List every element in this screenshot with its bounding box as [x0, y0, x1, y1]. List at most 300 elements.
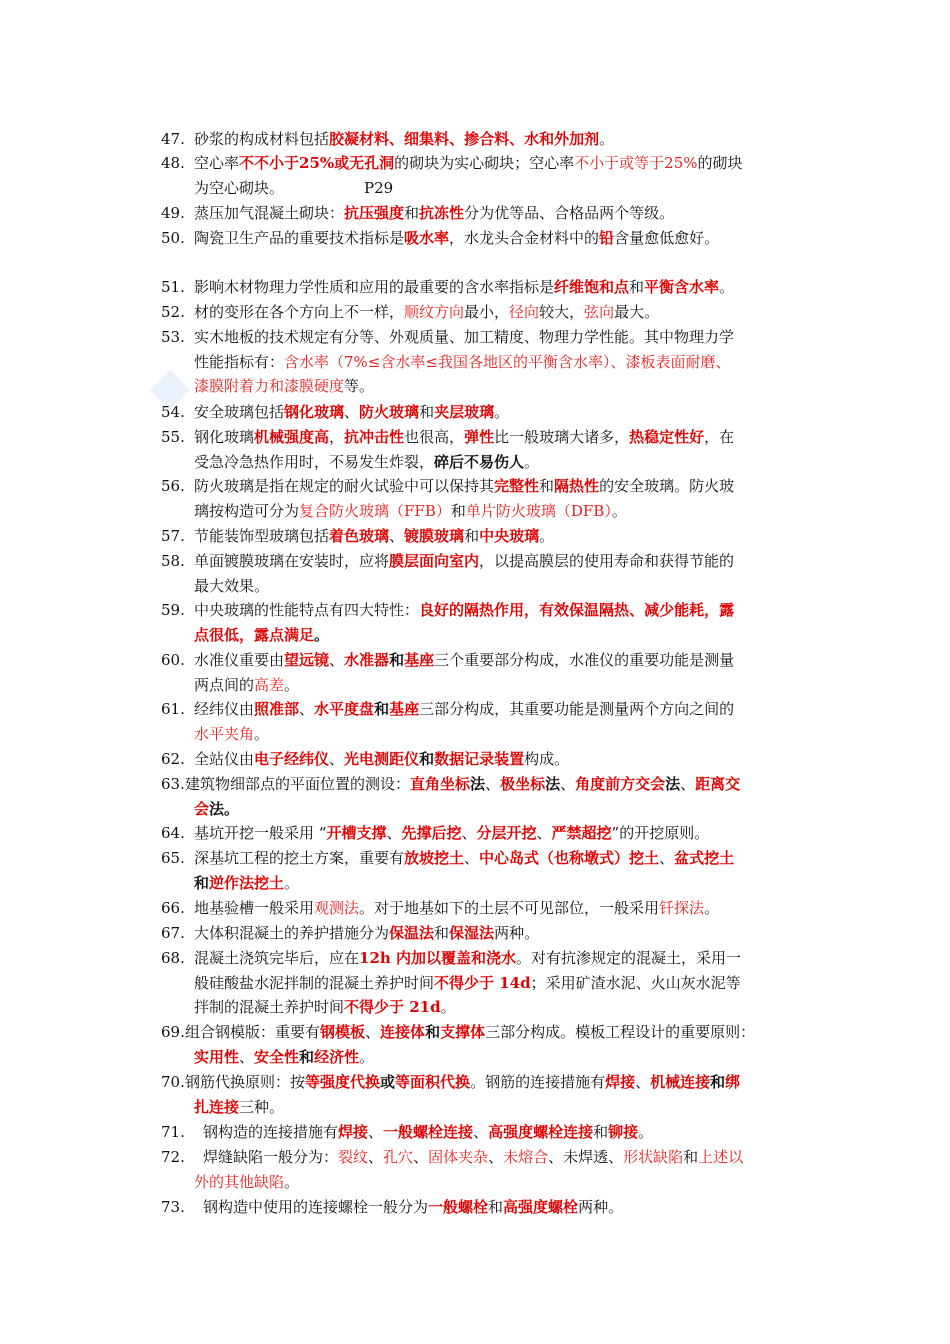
text-segment: 的砌块为实心砌块；空心率 [394, 154, 575, 172]
text-segment: 两种。 [494, 924, 540, 942]
text-segment: 法 [470, 775, 486, 793]
highlighted-term: 光电测距仪 [344, 750, 420, 768]
highlighted-term: 防火玻璃 [359, 403, 420, 421]
highlighted-term: 等面积代换 [395, 1073, 471, 1091]
text-segment: 和 [539, 477, 555, 495]
highlighted-term: 、 [629, 601, 645, 619]
item-line [161, 350, 821, 375]
list-item [161, 921, 821, 946]
item-number: 73. [161, 1198, 185, 1216]
text-segment: 也很高， [404, 428, 465, 446]
highlighted-term: 12h 内加以覆盖和浇水 [359, 949, 517, 967]
text-segment: 地基验槽一般采用 [194, 899, 315, 917]
text-segment: 的砌块 [697, 154, 743, 172]
text-segment: 安全玻璃包括 [194, 403, 285, 421]
text-segment: 混凝土浇筑完毕后，应在 [194, 949, 360, 967]
highlighted-term: 钎探法 [659, 899, 705, 917]
item-number: 71. [161, 1123, 185, 1141]
highlighted-term: 钢模板 [320, 1023, 366, 1041]
highlighted-term: 铅 [599, 229, 615, 247]
highlighted-term: 膜层面向室内 [389, 552, 480, 570]
item-line [185, 775, 740, 793]
text-segment: 和 [488, 1198, 504, 1216]
highlighted-term: 抗压强度 [344, 204, 405, 222]
highlighted-term: 不得少于 21d [344, 998, 441, 1017]
highlighted-term: 不小于或等于25% [574, 154, 698, 172]
text-segment: 、 [680, 775, 696, 793]
item-line [194, 154, 743, 172]
text-segment: 、 [368, 1148, 384, 1166]
highlighted-term: 水平夹角 [194, 724, 255, 743]
text-segment: 、 [464, 849, 480, 867]
item-line [194, 552, 734, 570]
highlighted-term: 镀膜玻璃 [404, 527, 465, 545]
text-segment: 分为优等品、合格品两个等级。 [464, 204, 675, 222]
item-line [194, 428, 734, 446]
item-line [194, 849, 734, 867]
text-segment: 。 [254, 724, 270, 743]
highlighted-term: 照准部 [254, 700, 300, 718]
item-line [194, 477, 734, 495]
text-segment: 、 [299, 700, 315, 718]
text-segment: 空心率 [194, 154, 240, 172]
text-segment: 拌制的混凝土养护时间 [194, 998, 345, 1017]
highlighted-term: 纤维饱和点 [554, 278, 630, 296]
highlighted-term: 数据记录装置 [434, 750, 525, 768]
list-item [161, 325, 821, 399]
text-segment: 经纬仪由 [194, 700, 255, 718]
list-item [161, 1145, 821, 1194]
text-segment: 、 [368, 1123, 384, 1141]
list-item [161, 524, 821, 549]
text-segment: 。 [638, 1123, 654, 1141]
highlighted-term: 不不小于25%或无孔洞 [239, 154, 395, 172]
highlighted-term: 焊接 [605, 1073, 636, 1091]
item-number: 69. [161, 1023, 185, 1041]
highlighted-term: 露点满足 [254, 625, 315, 644]
highlighted-term: 单片防火玻璃（DFB） [465, 501, 612, 520]
highlighted-term: 水和外加剂 [524, 130, 600, 148]
text-segment: 两点间的 [194, 675, 255, 694]
highlighted-term: 中央玻璃 [479, 527, 540, 545]
highlighted-term: 高强度螺栓连接 [488, 1123, 594, 1141]
highlighted-term: 胶凝材料 [329, 130, 390, 148]
highlighted-term: 实用性 [194, 1047, 240, 1066]
text-segment: 深基坑工程的挖土方案，重要有 [194, 849, 405, 867]
item-line [194, 949, 741, 967]
highlighted-term: 抗冲击性 [344, 428, 405, 446]
list-item [161, 1070, 821, 1119]
highlighted-term: 弹性 [464, 428, 495, 446]
highlighted-term: 掺合料 [464, 130, 510, 148]
item-number: 60. [161, 651, 185, 669]
text-segment: 影响木材物理力学性质和应用的最重要的含水率指标是 [194, 278, 555, 296]
highlighted-term: 逆作法挖土 [209, 873, 285, 892]
item-number: 66. [161, 899, 185, 917]
list-item [161, 549, 821, 598]
highlighted-term: 细集料 [404, 130, 450, 148]
highlighted-term: 水平度盘 [314, 700, 375, 718]
list-item [161, 474, 821, 523]
text-segment: ；采用矿渣水泥、火山灰水泥等 [530, 973, 741, 992]
highlighted-term: 开槽支撑 [326, 824, 387, 842]
text-segment: 水准仪重要由 [194, 651, 285, 669]
highlighted-term: 不得少于 14d [434, 973, 531, 992]
highlighted-term: 支撑体 [440, 1023, 486, 1041]
highlighted-term: 安全性 [254, 1047, 300, 1066]
item-line [194, 328, 734, 346]
item-line [161, 623, 821, 648]
highlighted-term: 高差 [254, 675, 285, 694]
highlighted-term: 机械连接 [650, 1073, 711, 1091]
text-segment: 焊缝缺陷一般分为： [203, 1148, 339, 1166]
list-item [161, 275, 821, 300]
highlighted-term: ， [239, 625, 255, 644]
text-segment: 最小， [464, 303, 510, 321]
list-item [161, 896, 821, 921]
list-item [161, 648, 821, 697]
text-segment: 基坑开挖一般采用 “ [194, 824, 327, 842]
text-segment: 和 [434, 924, 450, 942]
text-segment: 或 [380, 1073, 396, 1091]
item-line [161, 1095, 821, 1120]
highlighted-term: 隔热性 [554, 477, 600, 495]
text-segment: 和 [374, 700, 390, 718]
highlighted-term: 复合防火玻璃（FFB） [299, 501, 451, 520]
item-line [194, 601, 734, 619]
text-segment: ，以提高膜层的使用寿命和获得节能的 [479, 552, 735, 570]
text-segment: 和 [593, 1123, 609, 1141]
highlighted-term: 良好的隔热作用 [419, 601, 525, 619]
highlighted-term: 裂纹 [338, 1148, 369, 1166]
highlighted-term: 点很低 [194, 625, 240, 644]
text-segment: 、 [329, 651, 345, 669]
list-item [161, 400, 821, 425]
item-line [161, 871, 821, 896]
highlighted-term: 铆接 [608, 1123, 639, 1141]
list-item [161, 1020, 821, 1069]
highlighted-term: 保温法 [389, 924, 435, 942]
text-segment: 和 [450, 501, 466, 520]
highlighted-term: 顺纹方向 [404, 303, 465, 321]
highlighted-term: 一般螺栓 [428, 1198, 489, 1216]
text-segment: 。 [611, 501, 627, 520]
item-line [203, 1123, 653, 1141]
item-number: 61. [161, 700, 185, 718]
item-line [194, 750, 569, 768]
highlighted-term: 上述以 [698, 1148, 744, 1166]
item-line [194, 700, 734, 718]
text-segment: 大体积混凝土的养护措施分为 [194, 924, 390, 942]
item-number: 49. [161, 204, 185, 222]
item-number: 58. [161, 552, 185, 570]
item-line [161, 1045, 821, 1070]
text-segment: 。 [224, 799, 240, 818]
text-segment: 和 [404, 204, 420, 222]
text-segment: 中央玻璃的性能特点有四大特性： [194, 601, 420, 619]
text-segment: 蒸压加气混凝土砌块： [194, 204, 345, 222]
list-item [161, 846, 821, 895]
highlighted-term: 保湿法 [449, 924, 495, 942]
item-number: 50. [161, 229, 185, 247]
highlighted-term: 连接体 [380, 1023, 426, 1041]
item-line [161, 673, 821, 698]
text-segment: 陶瓷卫生产品的重要技术指标是 [194, 229, 405, 247]
highlighted-term: 形状缺陷 [623, 1148, 684, 1166]
list-item [161, 226, 821, 251]
item-number: 52. [161, 303, 185, 321]
text-segment: 受急冷急热作用时，不易发生炸裂， [194, 452, 435, 471]
highlighted-term: 会 [194, 799, 210, 818]
item-line [194, 527, 554, 545]
text-segment: 和 [419, 750, 435, 768]
highlighted-term: 含水率（7%≤含水率≤我国各地区的平衡含水率）、漆板表面耐磨、 [284, 352, 731, 371]
text-segment: 、 [473, 1123, 489, 1141]
text-segment: 单面镀膜玻璃在安装时，应将 [194, 552, 390, 570]
highlighted-term: 极坐标 [500, 775, 546, 793]
highlighted-term: 未熔合 [503, 1148, 549, 1166]
text-segment: 建筑物细部点的平面位置的测设： [185, 775, 411, 793]
highlighted-term: 水准器 [344, 651, 390, 669]
highlighted-term: 、 [509, 130, 525, 148]
item-number: 56. [161, 477, 185, 495]
text-segment: 和 [629, 278, 645, 296]
text-segment: 和 [425, 1023, 441, 1041]
item-line [194, 924, 539, 942]
text-segment: 实木地板的技术规定有分等、外观质量、加工精度、物理力学性能。其中物理力学 [194, 328, 735, 346]
list-item [161, 598, 821, 647]
item-line [194, 303, 659, 321]
item-number: 59. [161, 601, 185, 619]
text-segment: 、 [413, 1148, 429, 1166]
highlighted-term: 弦向 [584, 303, 615, 321]
item-number: 51. [161, 278, 185, 296]
item-number: 63. [161, 775, 185, 793]
highlighted-term: 漆膜附着力和漆膜硬度 [194, 377, 345, 396]
text-segment: 、 [344, 403, 360, 421]
item-line [194, 278, 734, 296]
text-segment: 三部分构成，其重要功能是测量两个方向之间的 [419, 700, 735, 718]
text-segment: 、 [635, 1073, 651, 1091]
item-line [161, 574, 821, 599]
text-segment: 砂浆的构成材料包括 [194, 130, 330, 148]
item-line [194, 204, 674, 222]
item-number: 53. [161, 328, 185, 346]
text-segment: 、 [239, 1047, 255, 1066]
text-segment: 两种。 [578, 1198, 624, 1216]
highlighted-term: 机械强度高 [254, 428, 330, 446]
highlighted-term: 钢化玻璃 [284, 403, 345, 421]
item-number: 55. [161, 428, 185, 446]
text-segment: 、未焊透、 [548, 1148, 624, 1166]
text-segment: 最大。 [614, 303, 660, 321]
highlighted-term: ， [704, 601, 720, 619]
item-number: 48. [161, 154, 185, 172]
item-number: 47. [161, 130, 185, 148]
text-segment: 、 [659, 849, 675, 867]
text-segment: 。 [284, 1172, 300, 1191]
text-segment: 含量愈低愈好。 [614, 229, 720, 247]
item-line [194, 651, 734, 669]
text-segment: 、 [536, 824, 552, 842]
text-segment: 。 [284, 675, 300, 694]
highlighted-term: 有效保温隔热 [539, 601, 630, 619]
text-segment: 。 [719, 278, 735, 296]
highlighted-term: 望远镜 [284, 651, 330, 669]
list-item [161, 697, 821, 746]
item-line [194, 130, 614, 148]
text-segment: 。 [599, 130, 615, 148]
highlighted-term: 孔穴 [383, 1148, 414, 1166]
highlighted-term: 减少能耗 [644, 601, 705, 619]
item-line [194, 229, 719, 247]
highlighted-term: 、 [389, 130, 405, 148]
text-segment: 等。 [344, 377, 375, 396]
list-item [161, 747, 821, 772]
item-line [161, 722, 821, 747]
text-segment: 璃按构造可分为 [194, 501, 300, 520]
text-segment: 和 [710, 1073, 726, 1091]
item-line [161, 797, 821, 822]
item-line [161, 1170, 821, 1195]
highlighted-term: 热稳定性好 [629, 428, 705, 446]
highlighted-term: 固体夹杂 [428, 1148, 489, 1166]
item-line [161, 971, 821, 996]
item-line [194, 824, 709, 842]
item-number: 64. [161, 824, 185, 842]
highlighted-term: 外的其他缺陷 [194, 1172, 285, 1191]
highlighted-term: 抗冻性 [419, 204, 465, 222]
highlighted-term: 先撑后挖 [401, 824, 462, 842]
text-segment: 。 [704, 899, 720, 917]
text-segment: 、 [560, 775, 576, 793]
list-item [161, 821, 821, 846]
text-segment: 。 [440, 998, 456, 1017]
text-segment: 、 [329, 750, 345, 768]
text-segment: 、 [365, 1023, 381, 1041]
text-segment: 最大效果。 [194, 576, 270, 595]
text-segment: 、 [485, 775, 501, 793]
item-line [161, 499, 821, 524]
text-segment: 三部分构成。模板工程设计的重要原则： [485, 1023, 756, 1041]
list-item [161, 1120, 821, 1145]
item-line [185, 1073, 740, 1091]
text-segment: 。 [539, 527, 555, 545]
item-line [185, 1023, 755, 1041]
text-segment: 碎后不易伤人 [434, 452, 525, 471]
highlighted-term: 基座 [404, 651, 435, 669]
list-item [161, 151, 821, 200]
item-line [203, 1198, 623, 1216]
highlighted-term: 直角坐标 [410, 775, 471, 793]
list-item [161, 300, 821, 325]
item-line [161, 374, 821, 399]
item-number: 72. [161, 1148, 185, 1166]
highlighted-term: 中心岛式（也称墩式）挖土 [479, 849, 660, 867]
item-number: 68. [161, 949, 185, 967]
text-segment: ，水龙头合金材料中的 [449, 229, 600, 247]
text-segment: 般硅酸盐水泥拌制的混凝土养护时间 [194, 973, 435, 992]
text-segment: 、 [488, 1148, 504, 1166]
text-segment: 。对有抗渗规定的混凝土，采用一 [516, 949, 742, 967]
text-segment: 组合钢模版：重要有 [185, 1023, 321, 1041]
highlighted-term: 扎连接 [194, 1097, 240, 1116]
item-number: 54. [161, 403, 185, 421]
highlighted-term: 角度前方交会 [575, 775, 666, 793]
highlighted-term: 距离交 [695, 775, 741, 793]
highlighted-term: 露 [719, 601, 735, 619]
text-segment: 钢筋代换原则：按 [185, 1073, 306, 1091]
text-segment: 钢构造中使用的连接螺栓一般分为 [203, 1198, 429, 1216]
item-number: 70. [161, 1073, 185, 1091]
text-segment: 和 [389, 651, 405, 669]
text-segment: ， [329, 428, 345, 446]
text-segment: 、 [389, 527, 405, 545]
text-segment: ”的开挖原则。 [611, 824, 710, 842]
highlighted-term: 平衡含水率 [644, 278, 720, 296]
text-segment: 钢构造的连接措施有 [203, 1123, 339, 1141]
text-segment: 。 [494, 403, 510, 421]
text-segment: 和 [299, 1047, 315, 1066]
highlighted-term: 高强度螺栓 [503, 1198, 579, 1216]
item-line [194, 403, 509, 421]
text-segment: 钢化玻璃 [194, 428, 255, 446]
item-number: 67. [161, 924, 185, 942]
highlighted-term: 绑 [725, 1073, 741, 1091]
text-segment: 三种。 [239, 1097, 285, 1116]
text-segment: 。 [359, 1047, 375, 1066]
list-item [161, 946, 821, 1020]
highlighted-term: 吸水率 [404, 229, 450, 247]
text-segment: 构成。 [524, 750, 570, 768]
text-segment: 材的变形在各个方向上不一样， [194, 303, 405, 321]
highlighted-term: 分层开挖 [476, 824, 537, 842]
highlighted-term: 严禁超挖 [551, 824, 612, 842]
text-segment: 法 [545, 775, 561, 793]
highlighted-term: 放坡挖土 [404, 849, 465, 867]
text-segment: 性能指标有： [194, 352, 285, 371]
highlighted-term: 基座 [389, 700, 420, 718]
text-segment: 比一般玻璃大诸多， [494, 428, 630, 446]
highlighted-term: 观测法 [314, 899, 360, 917]
text-segment: 防火玻璃是指在规定的耐火试验中可以保持其 [194, 477, 495, 495]
text-segment: 和 [683, 1148, 699, 1166]
item-line [161, 995, 821, 1020]
text-segment: ，在 [704, 428, 735, 446]
text-segment: 。钢筋的连接措施有 [470, 1073, 606, 1091]
highlighted-term: 夹层玻璃 [434, 403, 495, 421]
text-segment: 。对于地基如下的土层不可见部位，一般采用 [359, 899, 660, 917]
item-line [161, 176, 821, 201]
text-segment: 节能装饰型玻璃包括 [194, 527, 330, 545]
item-number: 57. [161, 527, 185, 545]
highlighted-term: 着色玻璃 [329, 527, 390, 545]
text-segment: 和 [194, 873, 210, 892]
item-line [203, 1148, 743, 1166]
item-number: 62. [161, 750, 185, 768]
text-segment: 。 [314, 625, 330, 644]
highlighted-term: 经济性 [314, 1047, 360, 1066]
list-item [161, 127, 821, 152]
text-segment: 、 [386, 824, 402, 842]
list-item [161, 425, 821, 474]
text-segment: 法 [209, 799, 225, 818]
text-segment: P29 [364, 178, 394, 197]
text-segment: 法 [665, 775, 681, 793]
text-segment: 。 [284, 873, 300, 892]
highlighted-term: 、 [449, 130, 465, 148]
text-segment: 的安全玻璃。防火玻 [599, 477, 735, 495]
